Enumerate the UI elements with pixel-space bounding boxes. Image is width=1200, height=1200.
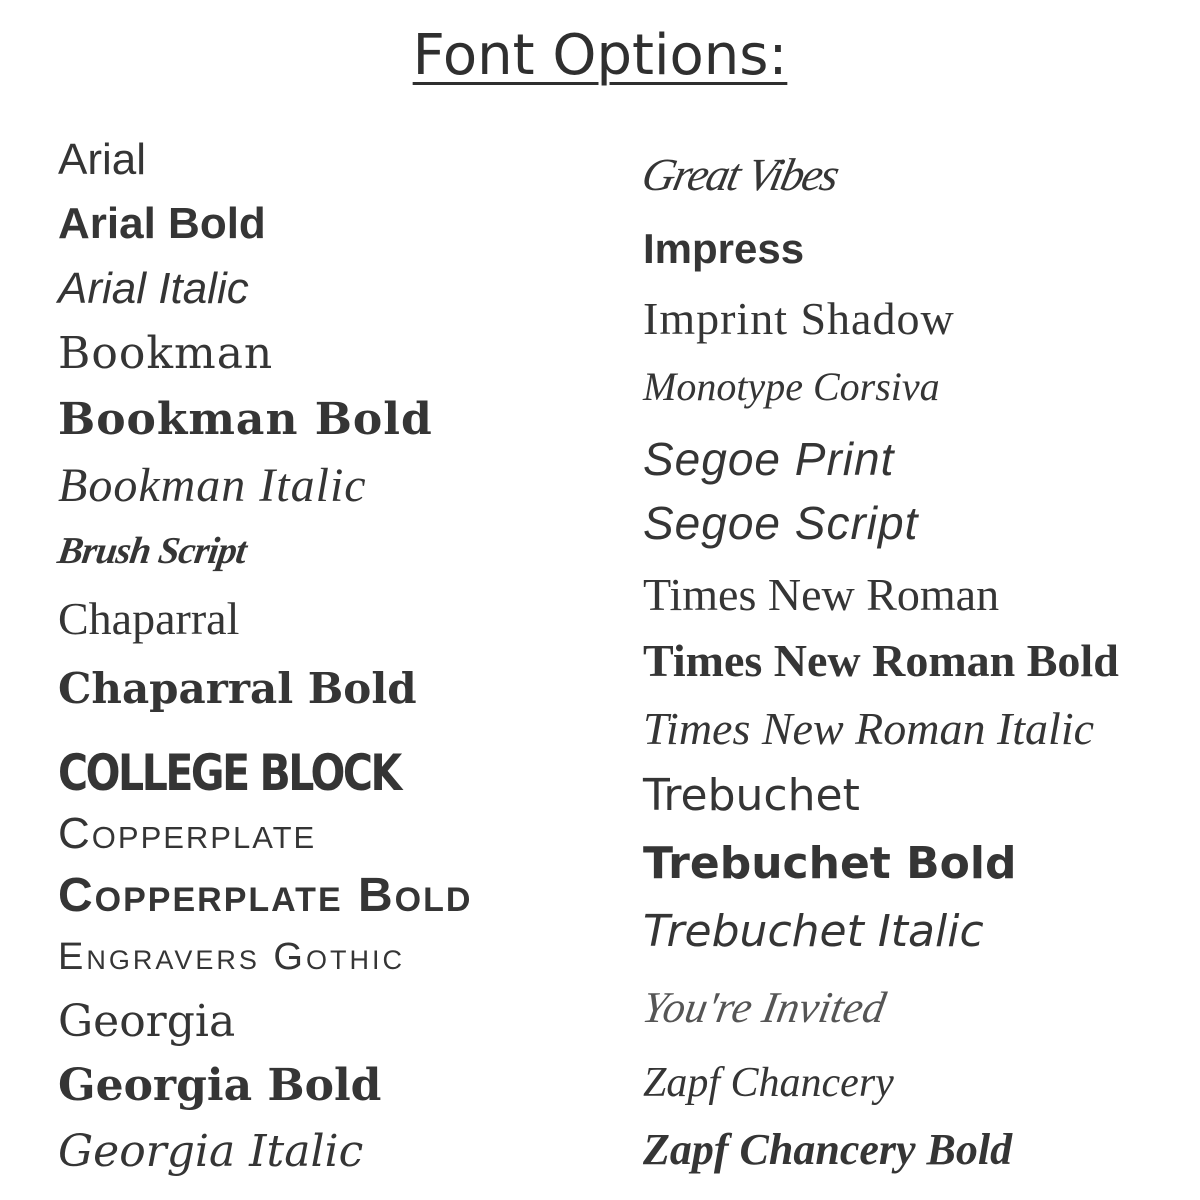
font-sample-times-new-roman-italic: Times New Roman Italic	[643, 703, 1095, 754]
font-sample-copperplate-bold: Copperplate Bold	[58, 869, 473, 922]
font-sample-bookman-italic: Bookman Italic	[58, 459, 367, 512]
font-sample-engravers-gothic: Engravers Gothic	[58, 936, 405, 978]
font-sample-times-new-roman-bold: Times New Roman Bold	[643, 635, 1119, 686]
font-sample-segoe-print: Segoe Print	[643, 433, 895, 485]
font-sample-georgia: Georgia	[58, 996, 236, 1047]
font-sample-monotype-corsiva: Monotype Corsiva	[643, 364, 940, 409]
font-sample-arial: Arial	[58, 135, 147, 184]
font-sample-college-block: COLLEGE BLOCK	[58, 744, 400, 802]
font-sample-georgia-italic: Georgia Italic	[58, 1126, 364, 1177]
font-sample-georgia-bold: Georgia Bold	[58, 1060, 382, 1111]
font-sample-zapf-chancery-bold: Zapf Chancery Bold	[643, 1125, 1013, 1174]
font-sample-imprint-shadow: Imprint Shadow	[643, 293, 955, 344]
font-sample-trebuchet: Trebuchet	[643, 770, 860, 821]
font-sample-impress: Impress	[643, 225, 805, 272]
page-title	[0, 23, 1200, 88]
font-sample-arial-bold: Arial Bold	[58, 199, 266, 248]
font-sample-trebuchet-bold: Trebuchet Bold	[643, 838, 1017, 889]
font-sample-youre-invited: You're Invited	[638, 983, 890, 1032]
font-sample-trebuchet-italic: Trebuchet Italic	[643, 906, 984, 957]
font-sample-bookman-bold: Bookman Bold	[58, 394, 433, 445]
font-sample-segoe-script: Segoe Script	[643, 497, 919, 549]
font-sample-bookman: Bookman	[58, 328, 274, 379]
font-sample-brush-script: Brush Script	[55, 530, 249, 572]
font-sample-zapf-chancery: Zapf Chancery	[643, 1060, 894, 1106]
font-sample-chaparral-bold: Chaparral Bold	[58, 664, 417, 713]
font-sample-copperplate: Copperplate	[58, 809, 317, 858]
font-sample-times-new-roman: Times New Roman	[643, 569, 1000, 620]
font-sample-arial-italic: Arial Italic	[58, 264, 249, 313]
font-sample-great-vibes: Great Vibes	[637, 149, 843, 200]
page-title-text: Font Options:	[412, 23, 788, 88]
font-sample-chaparral: Chaparral	[58, 593, 240, 644]
